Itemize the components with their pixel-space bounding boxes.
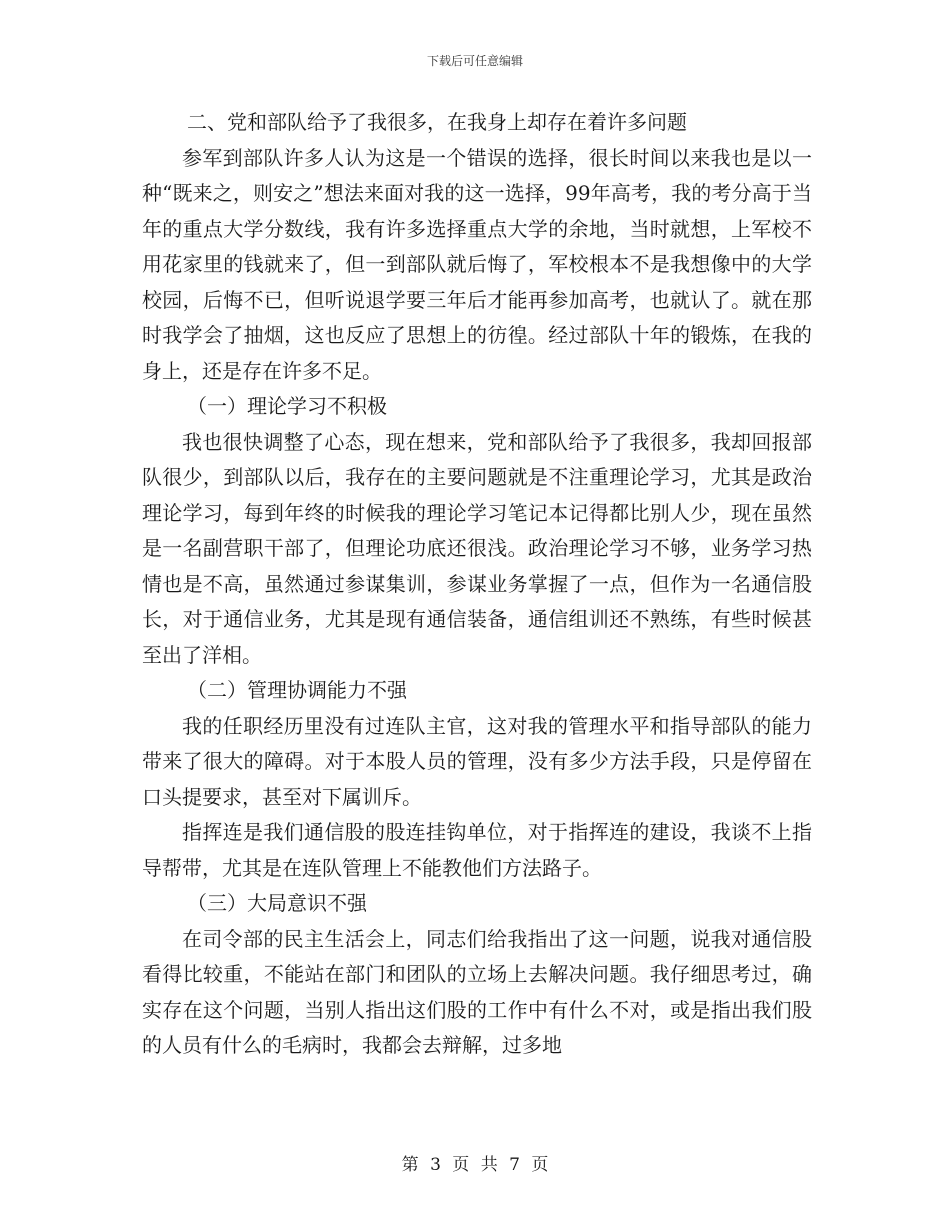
subheading-3: （三）大局意识不强 (187, 891, 367, 915)
paragraph-5: 在司令部的民主生活会上，同志们给我指出了这一问题，说我对通信股看得比较重，不能站在部门和团队的立场上去解决问题。我仔细思考过，确实存在这个问题，当别人指出这们股的工作中有什么不对，或是指出我们股的人员有什么的毛病时，我都会去辩解，过多地 (142, 926, 812, 1057)
paragraph-4: 指挥连是我们通信股的股连挂钩单位，对于指挥连的建设，我谈不上指导帮带，尤其是在连队管理上不能教他们方法路子。 (142, 820, 812, 880)
paragraph-3: 我的任职经历里没有过连队主官，这对我的管理水平和指导部队的能力带来了很大的障碍。对于本股人员的管理，没有多少方法手段，只是停留在口头提要求，甚至对下属训斥。 (142, 713, 812, 809)
paragraph-1: 参军到部队许多人认为这是一个错误的选择，很长时间以来我也是以一种“既来之，则安之”想法来面对我的这一选择，99年高考，我的考分高于当年的重点大学分数线，我有许多选择重点大学的余地，当时就想，上军校不用花家里的钱就来了，但一到部队就后悔了，军校根本不是我想像中的大学校园，后悔不已，但听说退学要三年后才能再参加高考，也就认了。就在那时我学会了抽烟，这也反应了思想上的彷徨。经过部队十年的锻炼，在我的身上，还是存在许多不足。 (142, 145, 812, 383)
paragraph-2: 我也很快调整了心态，现在想来，党和部队给予了我很多，我却回报部队很少，到部队以后，我存在的主要问题就是不注重理论学习，尤其是政治理论学习，每到年终的时候我的理论学习笔记本记得都比别人少，现在虽然是一名副营职干部了，但理论功底还很浅。政治理论学习不够，业务学习热情也是不高，虽然通过参谋集训，参谋业务掌握了一点，但作为一名通信股长，对于通信业务，尤其是现有通信装备，通信组训还不熟练，有些时候甚至出了洋相。 (142, 429, 812, 667)
page-footer: 第 3 页 共 7 页 (401, 1155, 549, 1175)
subheading-2: （二）管理协调能力不强 (187, 678, 407, 702)
page-header: 下载后可任意编辑 (426, 54, 523, 68)
subheading-1: （一）理论学习不积极 (187, 394, 387, 418)
document-body (142, 105, 812, 1064)
section-heading: 二、党和部队给予了我很多，在我身上却存在着许多问题 (187, 110, 687, 134)
